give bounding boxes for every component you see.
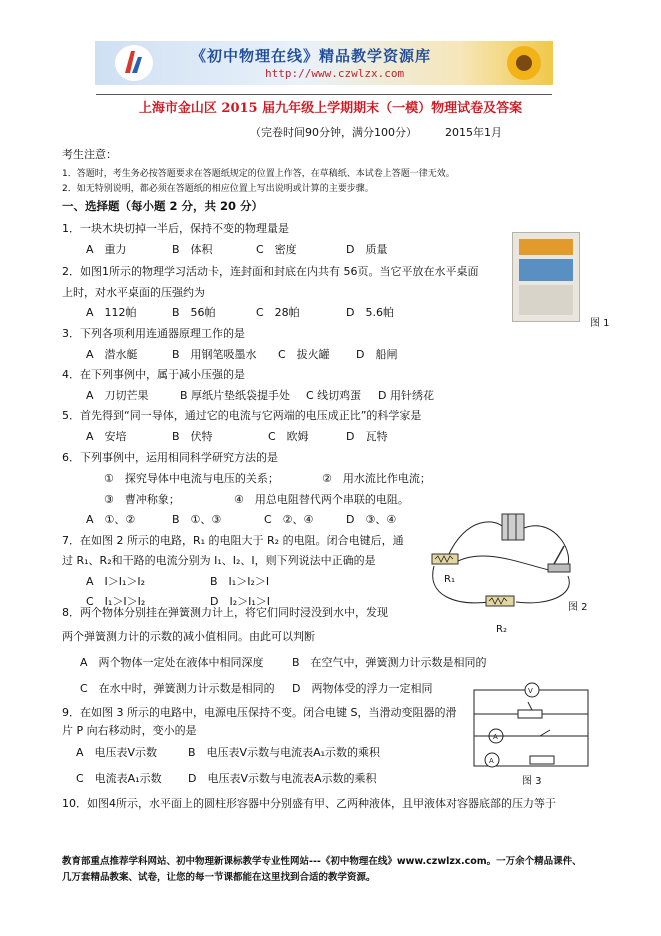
resistor-r2-fig3-icon	[530, 756, 554, 764]
q2-option-b: B 56帕	[172, 306, 216, 319]
q1-option-b: B 体积	[172, 243, 213, 256]
q6-item-3: ③ 曹冲称象；	[104, 493, 180, 506]
q6-option-c: C ②、④	[264, 513, 314, 526]
q7-stem-line2: 过 R₁、R₂和干路的电流分别为 I₁、I₂、I，则下列说法中正确的是	[62, 554, 376, 567]
header-banner	[95, 41, 553, 85]
header-divider	[96, 94, 552, 95]
q5-option-a: A 安培	[86, 430, 127, 443]
svg-text:A: A	[493, 733, 498, 741]
q6-option-d: D ③、④	[346, 513, 397, 526]
q1-stem: 1．一块木块切掉一半后，保持不变的物理量是	[62, 222, 289, 235]
figure-2-label: 图 2	[568, 602, 588, 613]
q3-stem: 3．下列各项利用连通器原理工作的是	[62, 327, 245, 340]
figure-2-r2-label: R₂	[496, 624, 507, 635]
q6-item-4: ④ 用总电阻替代两个串联的电阻。	[234, 493, 409, 506]
q7-option-d: D I₂＞I₁＞I	[210, 595, 271, 608]
exam-date: 2015年1月	[445, 126, 502, 139]
q3-option-a: A 潜水艇	[86, 348, 138, 361]
exam-duration: （完卷时间90分钟，满分100分）	[250, 126, 417, 139]
footer	[62, 854, 582, 886]
exam-meta	[250, 124, 502, 140]
banner-url[interactable]: http://www.czwlzx.com	[265, 67, 405, 80]
figure-1-label: 图 1	[590, 318, 610, 329]
q8-option-a: A 两个物体一定处在液体中相同深度	[80, 656, 264, 669]
switch-icon	[548, 564, 570, 572]
battery-icon	[502, 514, 524, 540]
q3-option-b: B 用钢笔吸墨水	[172, 348, 257, 361]
q4-option-a: A 刀切芒果	[86, 389, 149, 402]
q8-option-c: C 在水中时，弹簧测力计示数是相同的	[80, 682, 275, 695]
banner-title: 《初中物理在线》精品教学资源库	[191, 47, 432, 65]
q6-item-1: ① 探究导体中电流与电压的关系；	[104, 472, 279, 485]
resistor-r2-icon	[486, 596, 514, 606]
site-logo-icon	[123, 49, 143, 75]
q4-option-c: C 线切鸡蛋	[306, 389, 362, 402]
notice-heading: 考生注意：	[62, 148, 117, 161]
q8-stem-line1: 8．两个物体分别挂在弹簧测力计上，将它们同时浸没到水中，发现	[62, 606, 388, 619]
circuit-figure-3	[470, 680, 594, 776]
q2-option-a: A 112帕	[86, 306, 137, 319]
q4-stem: 4．在下列事例中，属于减小压强的是	[62, 368, 245, 381]
q1-option-c: C 密度	[256, 243, 297, 256]
q7-stem-line1: 7．在如图 2 所示的电路，R₁ 的电阻大于 R₂ 的电阻。闭合电键后，通	[62, 534, 404, 547]
activity-card-image	[512, 232, 580, 322]
q7-option-b: B I₁＞I₂＞I	[210, 575, 270, 588]
svg-text:V: V	[528, 687, 533, 695]
q8-option-d: D 两物体受的浮力一定相同	[292, 682, 433, 695]
q7-option-c: C I₁＞I＞I₂	[86, 595, 146, 608]
q2-stem-line1: 2．如图1所示的物理学习活动卡，连封面和封底在内共有 56页。当它平放在水平桌面	[62, 265, 479, 278]
figure-3-label: 图 3	[522, 776, 542, 787]
q5-stem: 5．首先得到“同一导体，通过它的电流与它两端的电压成正比”的科学家是	[62, 409, 422, 422]
q7-option-a: A I＞I₁＞I₂	[86, 575, 146, 588]
notice-item-2: 2．如无特别说明，都必须在答题纸的相应位置上写出说明或计算的主要步骤。	[62, 184, 374, 194]
q6-item-2: ② 用水流比作电流；	[322, 472, 431, 485]
q9-option-c: C 电流表A₁示数	[76, 772, 162, 785]
q9-option-a: A 电压表V示数	[76, 746, 158, 759]
footer-line-1: 教育部重点推荐学科网站、初中物理新课标教学专业性网站---《初中物理在线》www.czwlzx.com。一万余个精品课件、	[62, 856, 582, 867]
q3-option-d: D 船闸	[356, 348, 398, 361]
q1-option-a: A 重力	[86, 243, 127, 256]
q6-option-b: B ①、③	[172, 513, 222, 526]
q9-option-b: B 电压表V示数与电流表A₁示数的乘积	[188, 746, 381, 759]
q8-stem-line2: 两个弹簧测力计的示数的减小值相同。由此可以判断	[62, 630, 315, 643]
q5-option-b: B 伏特	[172, 430, 213, 443]
switch-s-icon	[540, 730, 550, 736]
q6-option-a: A ①、②	[86, 513, 136, 526]
q2-option-c: C 28帕	[256, 306, 300, 319]
q2-option-d: D 5.6帕	[346, 306, 394, 319]
q5-option-d: D 瓦特	[346, 430, 388, 443]
rheostat-r1-icon	[518, 710, 542, 718]
book-bottom-band	[519, 285, 573, 315]
book-top-band	[519, 239, 573, 255]
resistor-r1-icon	[432, 554, 458, 564]
q10-stem: 10．如图4所示，水平面上的圆柱形容器中分别盛有甲、乙两种液体，且甲液体对容器底部的压力等于	[62, 797, 556, 810]
q5-option-c: C 欧姆	[268, 430, 309, 443]
q9-option-d: D 电压表V示数与电流表A示数的乘积	[188, 772, 377, 785]
sunflower-icon	[503, 43, 545, 83]
q8-option-b: B 在空气中，弹簧测力计示数是相同的	[292, 656, 487, 669]
q2-stem-line2: 上时，对水平桌面的压强约为	[62, 286, 205, 299]
q3-option-c: C 拔火罐	[278, 348, 330, 361]
q4-option-d: D 用针绣花	[378, 389, 434, 402]
q1-option-d: D 质量	[346, 243, 388, 256]
book-title-band	[519, 259, 573, 281]
footer-line-2: 几万套精品教案、试卷，让您的每一节课都能在这里找到合适的教学资源。	[62, 872, 376, 883]
circuit-figure-2	[426, 506, 586, 636]
exam-title: 上海市金山区 2015 届九年级上学期期末（一模）物理试卷及答案	[138, 101, 523, 116]
q6-stem: 6．下列事例中，运用相同科学研究方法的是	[62, 451, 278, 464]
q9-stem-line1: 9．在如图 3 所示的电路中，电源电压保持不变。闭合电键 S，当滑动变阻器的滑	[62, 706, 457, 719]
section-heading: 一、选择题（每小题 2 分，共 20 分）	[62, 199, 264, 213]
svg-text:A: A	[489, 757, 494, 765]
figure-2-r1-label: R₁	[444, 574, 455, 585]
notice-item-1: 1．答题时，考生务必按答题要求在答题纸规定的位置上作答，在草稿纸、本试卷上答题一律无效。	[62, 169, 455, 179]
q9-stem-line2: 片 P 向右移动时，变小的是	[62, 724, 197, 737]
q4-option-b: B 厚纸片垫纸袋提手处	[180, 389, 291, 402]
